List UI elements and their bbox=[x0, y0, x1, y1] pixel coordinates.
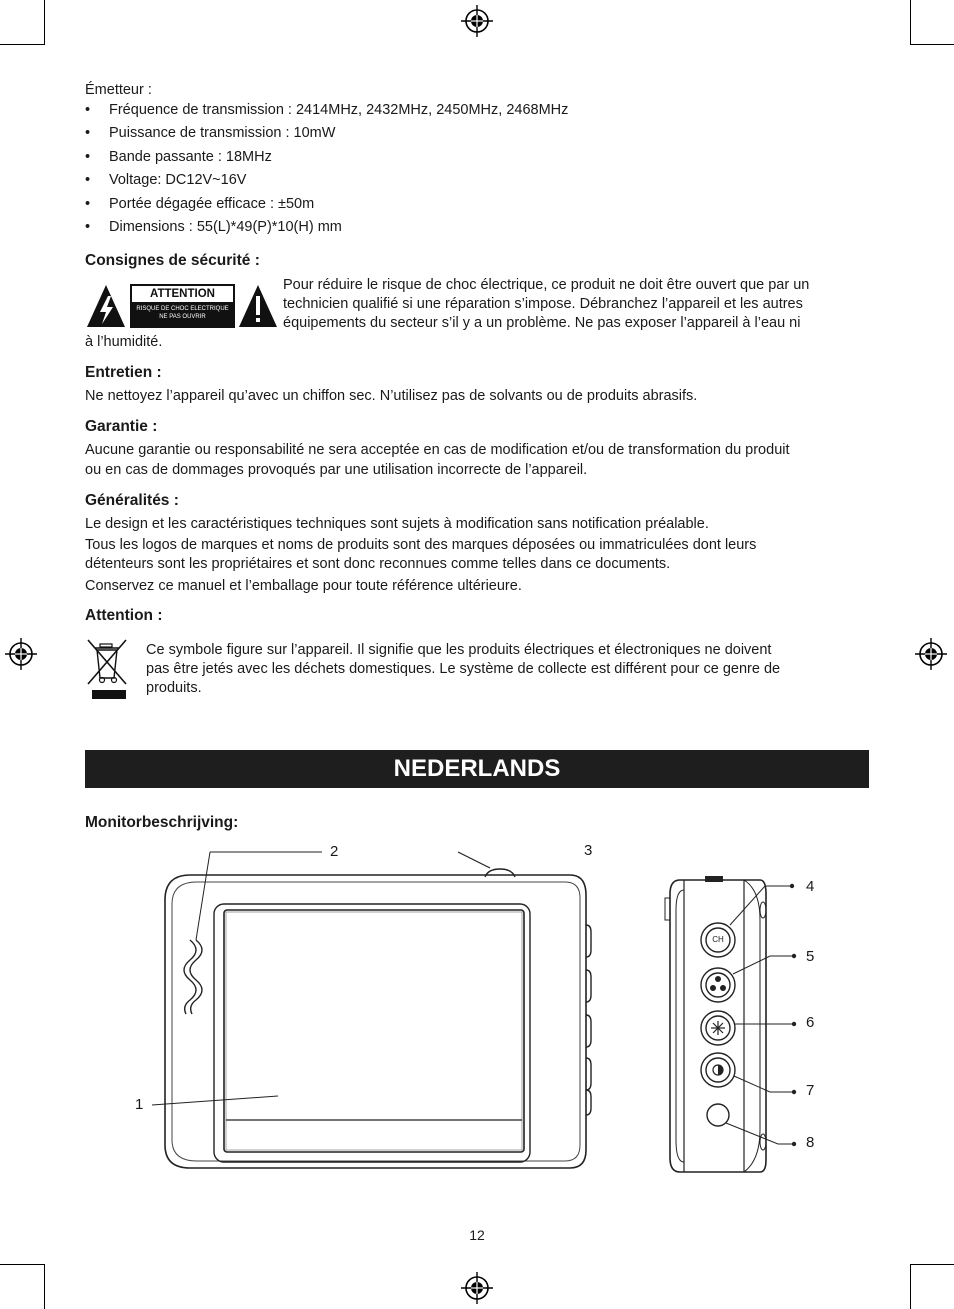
lightning-warning-icon bbox=[86, 284, 126, 328]
crop-mark bbox=[910, 1264, 954, 1265]
callout-label: 1 bbox=[135, 1096, 144, 1113]
callout-label: 5 bbox=[806, 948, 815, 965]
warranty-line: ou en cas de dommages provoqués par une utilisation incorrecte de l’appareil. bbox=[85, 462, 588, 478]
monitor-front-diagram bbox=[130, 840, 600, 1175]
monitor-heading: Monitorbeschrijving: bbox=[85, 814, 239, 831]
crop-mark bbox=[910, 44, 954, 45]
attention-label-line1: RISQUE DE CHOC ELECTRIQUE bbox=[136, 306, 229, 312]
callout-label: 3 bbox=[584, 842, 593, 859]
callout-label: 6 bbox=[806, 1014, 815, 1031]
general-heading: Généralités : bbox=[85, 492, 179, 509]
section-banner: NEDERLANDS bbox=[85, 750, 869, 788]
maintenance-text: Ne nettoyez l’appareil qu’avec un chiffon sec. N’utilisez pas de solvants ou de produits abrasifs. bbox=[85, 388, 698, 404]
attention-heading: Attention : bbox=[85, 607, 163, 624]
registration-mark-icon bbox=[460, 1271, 494, 1305]
general-line: Conservez ce manuel et l’emballage pour toute référence ultérieure. bbox=[85, 578, 522, 594]
attention-line: Ce symbole figure sur l’appareil. Il signifie que les produits électriques et électroniques ne doivent bbox=[146, 642, 772, 658]
warranty-heading: Garantie : bbox=[85, 418, 158, 435]
registration-mark-icon bbox=[914, 637, 948, 671]
maintenance-heading: Entretien : bbox=[85, 364, 162, 381]
attention-line: pas être jetés avec les déchets domestiques. Le système de collecte est différent pour ce genre de bbox=[146, 661, 781, 677]
emitter-heading: Émetteur : bbox=[85, 82, 152, 98]
crop-mark bbox=[44, 1264, 45, 1309]
crop-mark bbox=[910, 0, 911, 45]
safety-line: à l’humidité. bbox=[85, 334, 163, 350]
safety-line: Pour réduire le risque de choc électrique, ce produit ne doit être ouvert que par un bbox=[283, 277, 810, 293]
button-ch-label: CH bbox=[712, 935, 724, 944]
callout-label: 7 bbox=[806, 1082, 815, 1099]
crop-mark bbox=[0, 44, 45, 45]
registration-mark-icon bbox=[460, 4, 494, 38]
safety-heading: Consignes de sécurité : bbox=[85, 252, 260, 269]
attention-label bbox=[130, 284, 235, 328]
safety-line: équipements du secteur s’il y a un problème. Ne pas exposer l’appareil à l’eau ni bbox=[283, 315, 801, 331]
warranty-line: Aucune garantie ou responsabilité ne sera acceptée en cas de modification et/ou de transformation du produit bbox=[85, 442, 790, 458]
registration-mark-icon bbox=[4, 637, 38, 671]
weee-bin-icon bbox=[86, 638, 130, 702]
general-line: détenteurs sont les propriétaires et sont donc reconnues comme telles dans ce documents. bbox=[85, 556, 671, 572]
attention-label-line2: NE PAS OUVRIR bbox=[159, 314, 206, 320]
general-line: Le design et les caractéristiques techniques sont sujets à modification sans notification préalable. bbox=[85, 516, 709, 532]
general-line: Tous les logos de marques et noms de produits sont des marques déposées ou immatriculées dont leurs bbox=[85, 537, 757, 553]
exclamation-warning-icon bbox=[238, 284, 278, 328]
crop-mark bbox=[44, 0, 45, 45]
safety-line: technicien qualifié si une réparation s’impose. Débranchez l’appareil et les autres bbox=[283, 296, 803, 312]
crop-mark bbox=[910, 1264, 911, 1309]
callout-label: 8 bbox=[806, 1134, 815, 1151]
attention-label-title: ATTENTION bbox=[132, 286, 233, 302]
crop-mark bbox=[0, 1264, 45, 1265]
callout-label: 4 bbox=[806, 878, 815, 895]
attention-line: produits. bbox=[146, 680, 202, 696]
monitor-side-diagram bbox=[660, 870, 810, 1180]
page-number: 12 bbox=[469, 1227, 485, 1243]
callout-label: 2 bbox=[330, 843, 339, 860]
